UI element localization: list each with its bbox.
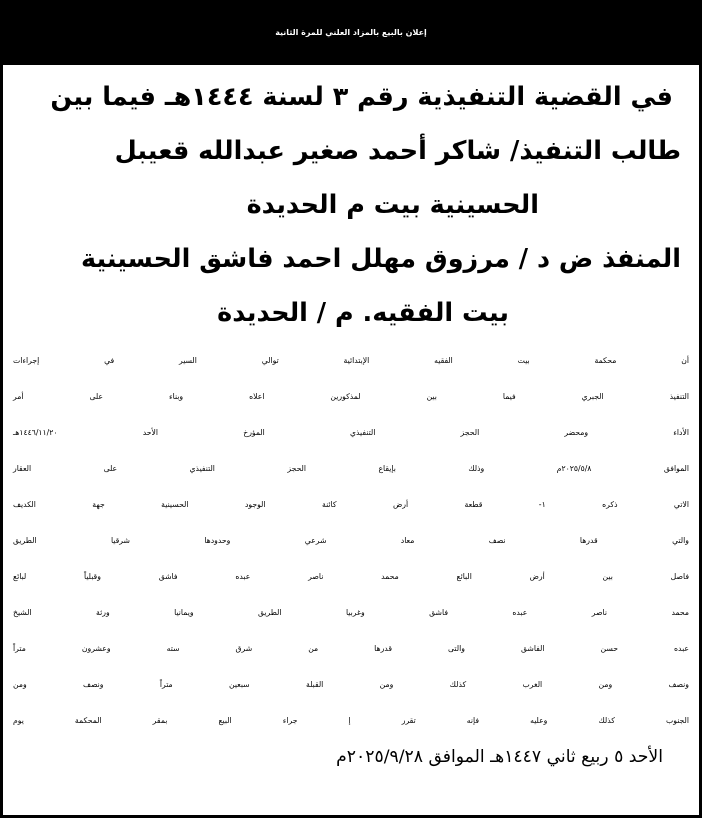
case-line-2: طالب التنفيذ/ شاكر أحمد صغير عبدالله قعيبل xyxy=(114,136,681,166)
case-line-4: المنفذ ض د / مرزوق مهلل احمد فاشق الحسينية xyxy=(80,244,681,274)
body-line-10: ونصف ومن الغرب كذلك ومن القبلة سبعين متراً ونصف ومن xyxy=(13,680,689,689)
body-line-12: الأحد ٥ ربيع ثاني ١٤٤٧هـ الموافق ٢٠٢٥/٩/٢٨م xyxy=(336,747,663,767)
case-line-3: الحسينية بيت م الحديدة xyxy=(246,190,539,220)
body-line-7: فاصل بين أرض البائع محمد ناصر عبده فاشق وقبلياً لبائع xyxy=(13,572,689,581)
notice-title: إعلان بالبيع بالمزاد العلني للمرة الثانية xyxy=(3,3,699,65)
body-line-11: الجنوب كذلك وعليه فإنه تقرر إ جراء البيع بمقر المحكمة يوم xyxy=(13,716,689,725)
body-line-9: عبده حسن الفاشق والتى قدرها من شرق سته وعشرون متراً xyxy=(13,644,689,653)
case-line-5: بيت الفقيه. م / الحديدة xyxy=(217,298,509,328)
body-line-2: التنفيذ الجبري فيما بين لمذكورين اعلاه وبناء على أمر xyxy=(13,392,689,401)
body-line-8: محمد ناصر عبده فاشق وغربيا الطريق ويمانيا ورثة الشيخ xyxy=(13,608,689,617)
body-line-4: الموافق ٢٠٢٥/٥/٨م وذلك بإيقاع الحجز التنفيذي على العقار xyxy=(13,464,690,473)
body-line-1: أن محكمة بيت الفقيه الإبتدائية توالي السير في إجراءات xyxy=(13,356,689,365)
body-line-3: الأداء ومحضر الحجز التنفيذي المؤرخ الأحد ١٤٤٦/١١/٢٠هـ xyxy=(13,428,689,437)
body-line-5: الاتي ذكره ١- قطعة أرض كائنة الوجود الحسينية جهة الكديف xyxy=(13,500,689,509)
body-line-6: والتي قدرها نصف معاد شرعي وحدودها شرقيا الطريق xyxy=(13,536,689,545)
case-line-1: في القضية التنفيذية رقم ٣ لسنة ١٤٤٤هـ فيما بين xyxy=(50,82,673,112)
